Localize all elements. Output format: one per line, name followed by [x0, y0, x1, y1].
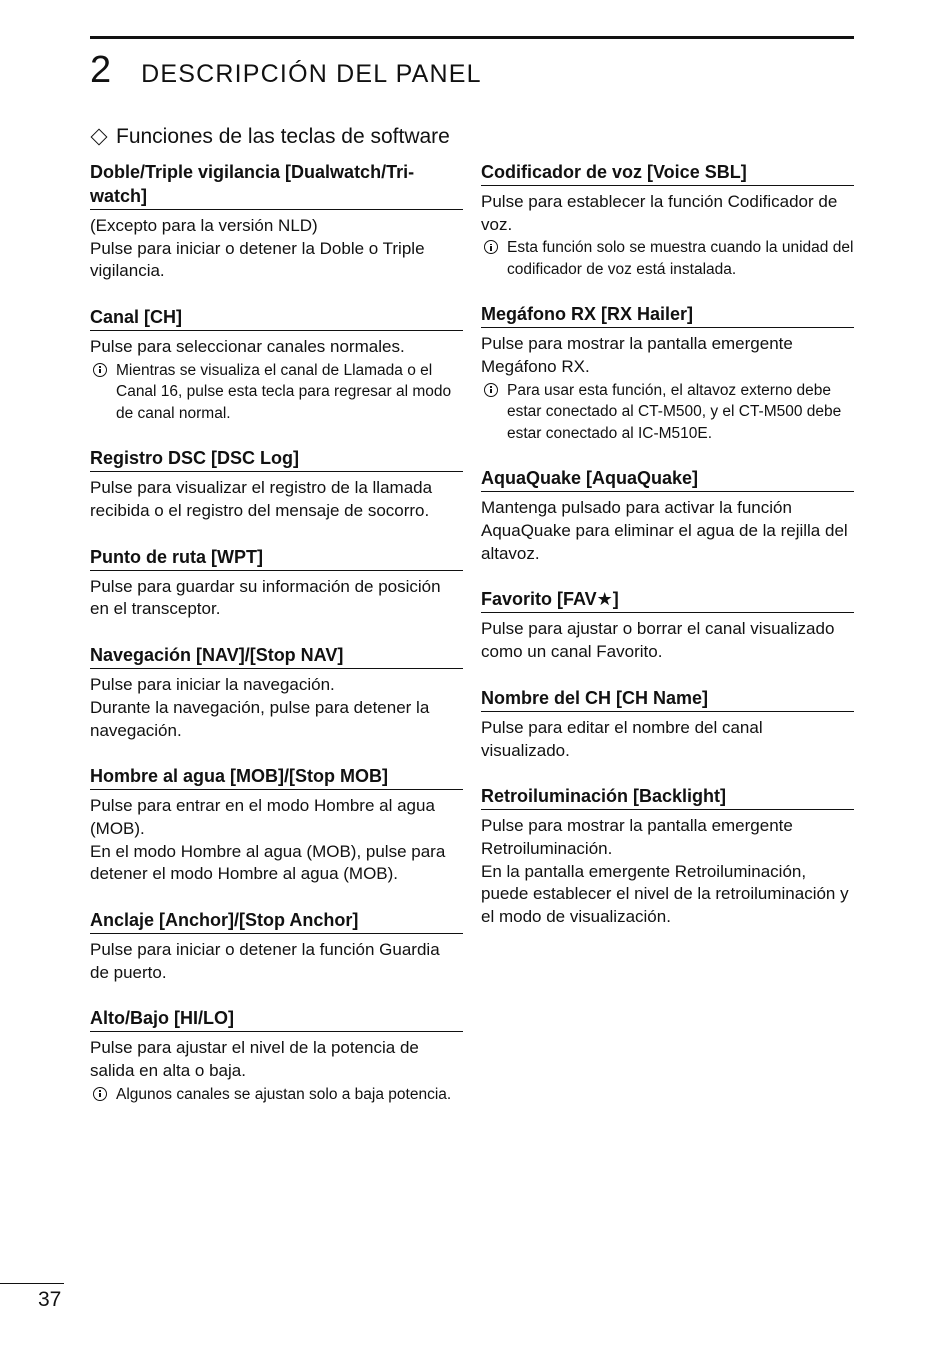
- entry-title: Anclaje [Anchor]/[Stop Anchor]: [90, 908, 463, 934]
- entry-text: Pulse para establecer la función Codificador de voz.: [481, 192, 838, 234]
- entry-title: Punto de ruta [WPT]: [90, 545, 463, 571]
- diamond-icon: [91, 129, 108, 146]
- function-entry: [90, 305, 463, 424]
- entry-title: Hombre al agua [MOB]/[Stop MOB]: [90, 764, 463, 790]
- entry-text: Pulse para editar el nombre del canal visualizado.: [481, 717, 763, 760]
- info-icon: [484, 383, 498, 397]
- entry-title: Canal [CH]: [90, 305, 463, 331]
- entry-note: [481, 237, 854, 280]
- entry-title: Codificador de voz [Voice SBL]: [481, 160, 854, 186]
- entry-title: Doble/Triple vigilancia [Dualwatch/Tri-watch]: [90, 160, 463, 210]
- chapter-title: DESCRIPCIÓN DEL PANEL: [141, 60, 482, 88]
- entry-text: Mantenga pulsado para activar la función AquaQuake para eliminar el agua de la rejilla del altavoz.: [481, 498, 848, 563]
- function-entry: [481, 302, 854, 444]
- chapter-number: 2: [90, 49, 112, 91]
- entry-text: Pulse para mostrar la pantalla emergente Megáfono RX.: [481, 334, 793, 377]
- function-entry: [90, 908, 463, 984]
- info-icon: [93, 1087, 107, 1101]
- function-entry: [481, 466, 854, 565]
- entry-title: Registro DSC [DSC Log]: [90, 446, 463, 472]
- function-entry: [90, 160, 463, 283]
- note-text: Algunos canales se ajustan solo a baja potencia.: [116, 1085, 452, 1103]
- entry-text: Pulse para ajustar o borrar el canal visualizado como un canal Favorito.: [481, 619, 835, 662]
- function-entry: [481, 160, 854, 280]
- entry-title: Navegación [NAV]/[Stop NAV]: [90, 643, 463, 669]
- entry-title: Retroiluminación [Backlight]: [481, 784, 854, 810]
- entry-text: En la pantalla emergente Retroiluminación, puede establecer el nivel de la retroiluminación y el modo de visualización.: [481, 861, 849, 927]
- entry-text: Pulse para entrar en el modo Hombre al agua (MOB).: [90, 796, 435, 838]
- entry-text: Durante la navegación, pulse para detener la navegación.: [90, 697, 430, 740]
- entry-note: [90, 360, 463, 425]
- footer-rule: [0, 1283, 64, 1284]
- entry-text: Pulse para iniciar o detener la función Guardia de puerto.: [90, 940, 440, 982]
- note-text: Esta función solo se muestra cuando la unidad del codificador de voz está instalada.: [507, 239, 854, 278]
- entry-note: [90, 1084, 463, 1106]
- entry-text: (Excepto para la versión NLD): [90, 216, 318, 235]
- entry-text: Pulse para visualizar el registro de la llamada recibida o el registro del mensaje de socorro.: [90, 478, 433, 521]
- function-entry: [90, 1006, 463, 1105]
- entry-title: Alto/Bajo [HI/LO]: [90, 1006, 463, 1032]
- function-entry: [481, 686, 854, 762]
- function-entry: [481, 784, 854, 929]
- info-icon: [93, 363, 107, 377]
- entry-text: En el modo Hombre al agua (MOB), pulse para detener el modo Hombre al agua (MOB).: [90, 841, 446, 884]
- note-text: Para usar esta función, el altavoz externo debe estar conectado al CT-M500, y el CT-M500 debe estar conectado al IC-M510E.: [507, 381, 842, 442]
- function-entry: [90, 764, 463, 886]
- right-column: [481, 160, 854, 951]
- info-icon: [484, 240, 498, 254]
- note-text: Mientras se visualiza el canal de Llamada o el Canal 16, pulse esta tecla para regresar al modo de canal normal.: [116, 361, 452, 422]
- page-number: 37: [38, 1288, 62, 1311]
- entry-text: Pulse para iniciar la navegación.: [90, 675, 335, 695]
- function-entry: [481, 587, 854, 663]
- entry-text: Pulse para mostrar la pantalla emergente Retroiluminación.: [481, 816, 793, 858]
- function-entry: [90, 545, 463, 621]
- header-rule: [90, 36, 854, 39]
- entry-text: Pulse para seleccionar canales normales.: [90, 337, 405, 357]
- function-entry: [90, 446, 463, 522]
- entry-title: Nombre del CH [CH Name]: [481, 686, 854, 712]
- entry-title: Favorito [FAV★]: [481, 587, 854, 613]
- entry-title: Megáfono RX [RX Hailer]: [481, 302, 854, 328]
- entry-text: Pulse para iniciar o detener la Doble o Triple vigilancia.: [90, 238, 425, 281]
- section-title: Funciones de las teclas de software: [116, 125, 450, 148]
- entry-text: Pulse para ajustar el nivel de la potencia de salida en alta o baja.: [90, 1038, 419, 1081]
- entry-note: [481, 380, 854, 445]
- entry-title: AquaQuake [AquaQuake]: [481, 466, 854, 492]
- chapter-heading: [90, 50, 482, 90]
- entry-text: Pulse para guardar su información de posición en el transceptor.: [90, 576, 441, 619]
- function-entry: [90, 643, 463, 742]
- section-heading: [90, 124, 450, 150]
- left-column: [90, 160, 463, 1127]
